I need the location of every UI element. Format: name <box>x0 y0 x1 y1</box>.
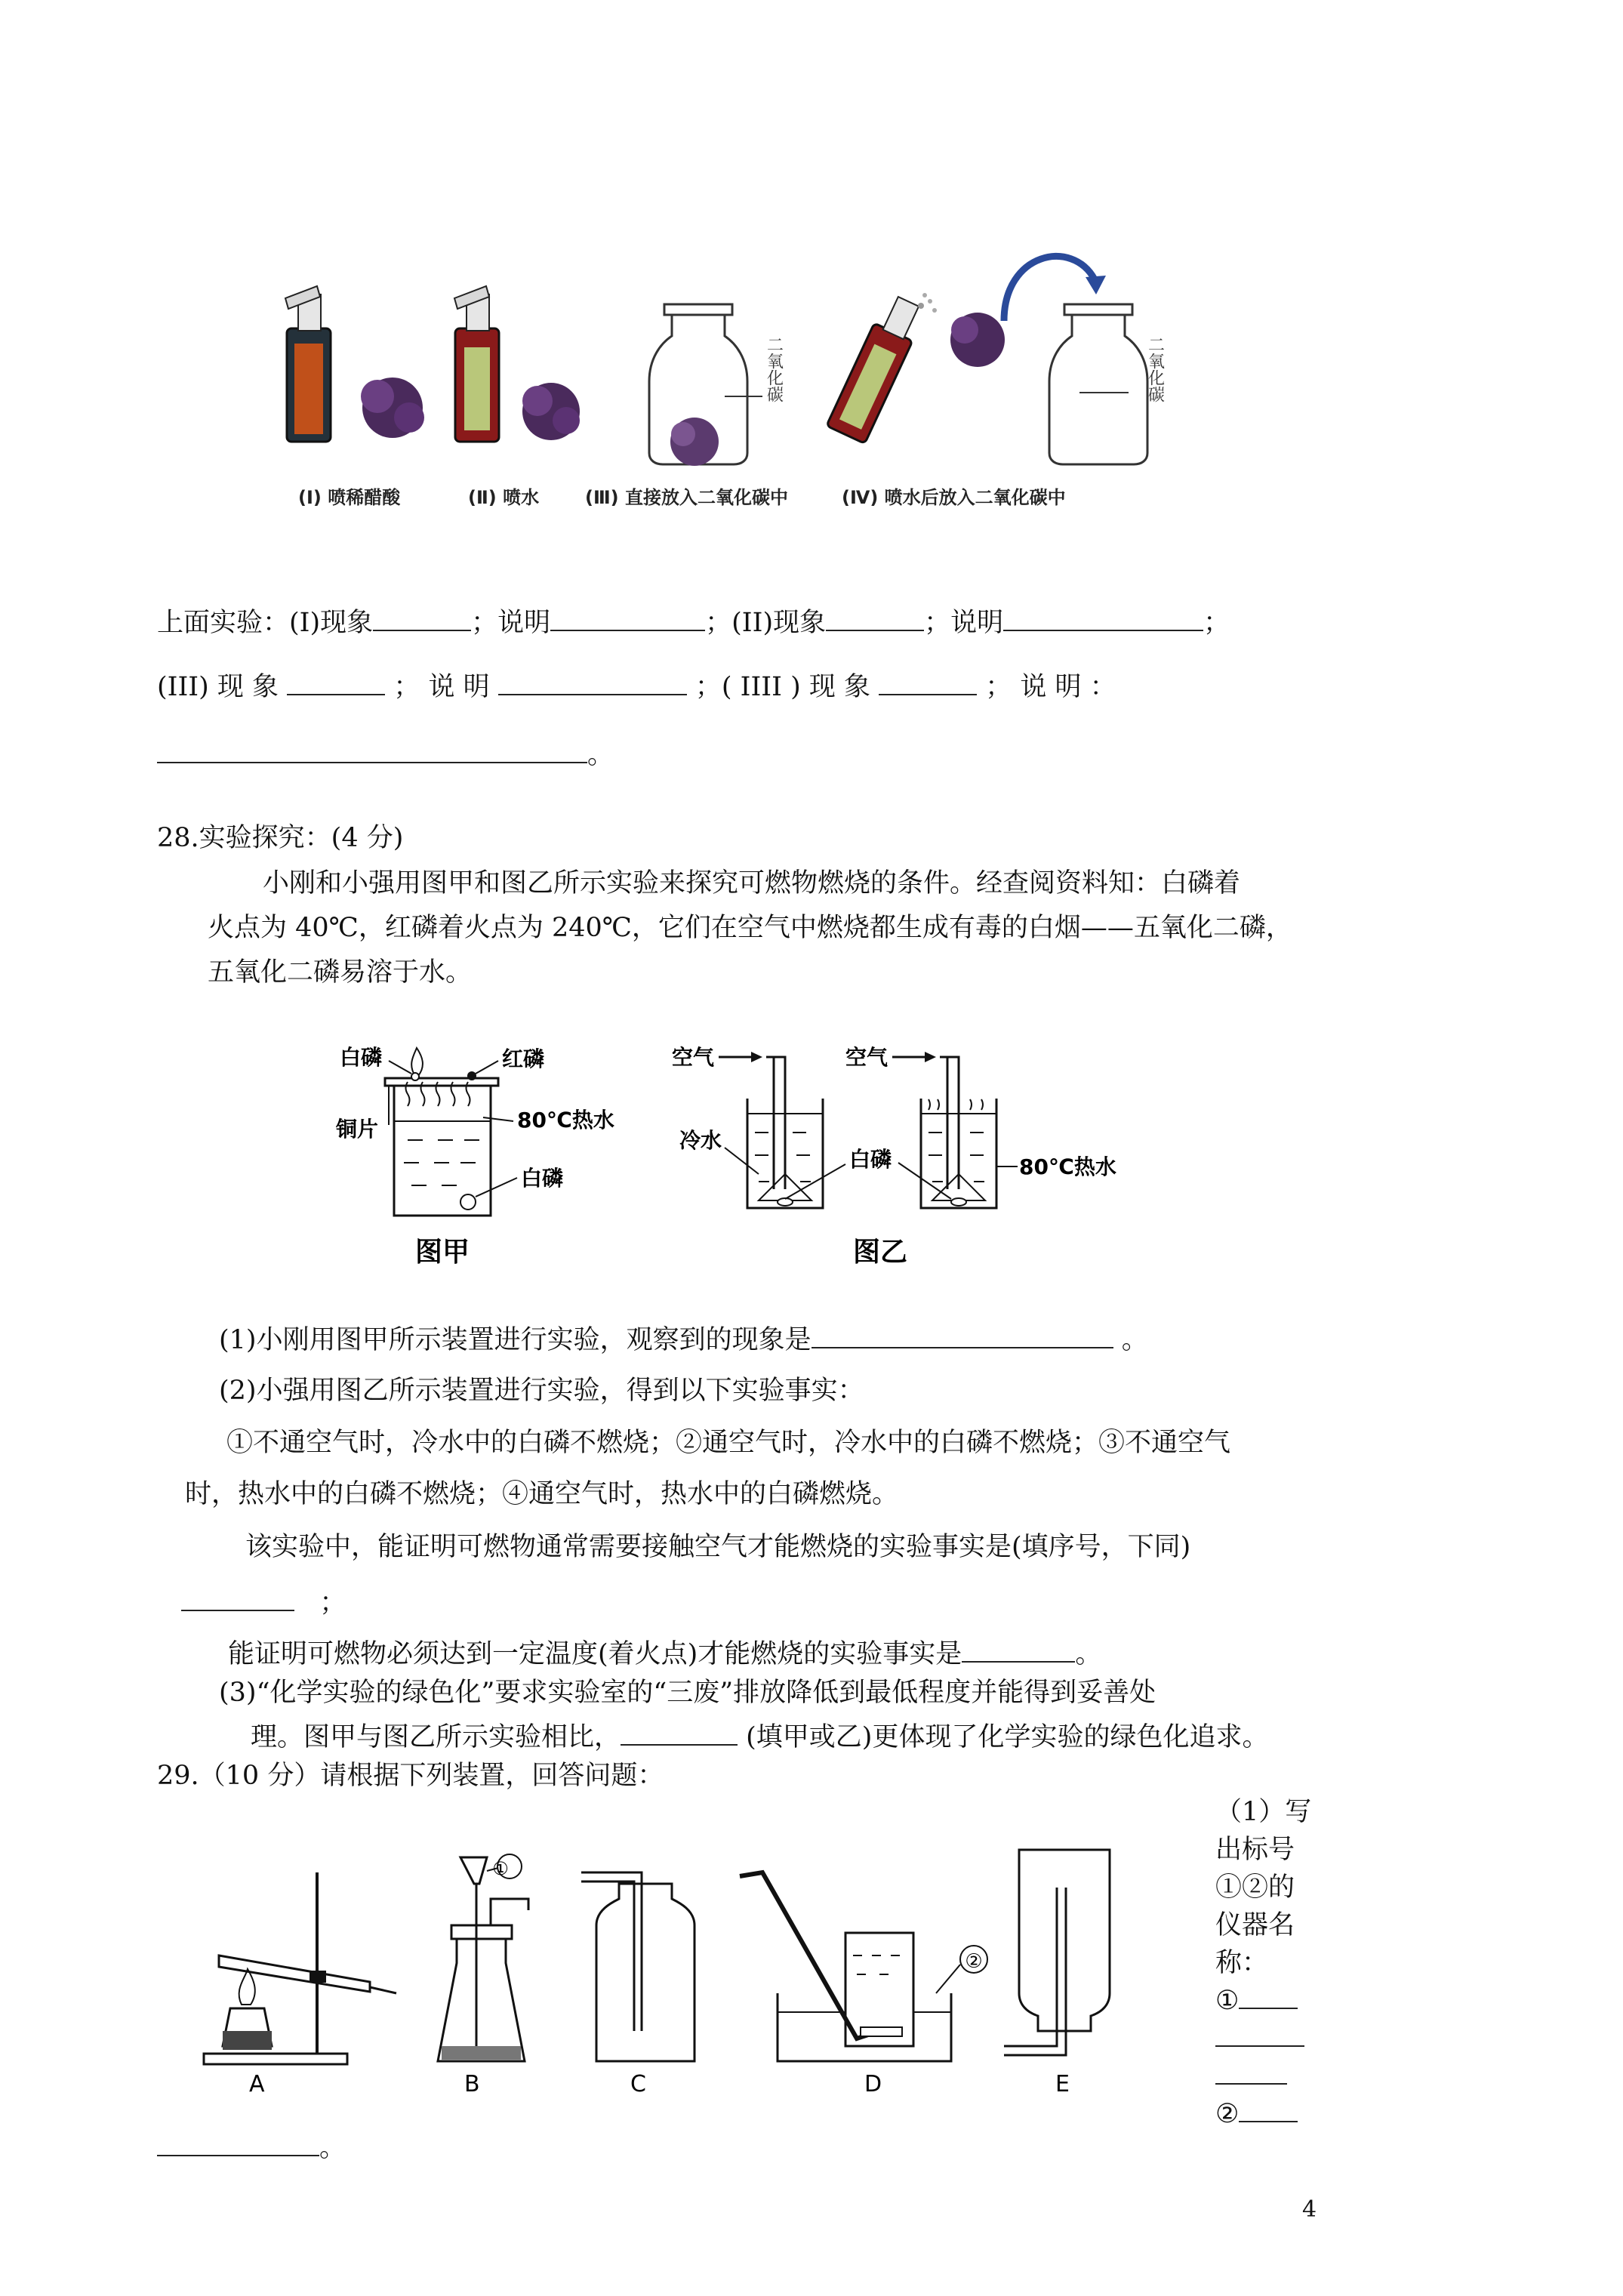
figure-jia <box>332 1034 634 1276</box>
label-white-phosphorus-bottom: 白磷 <box>521 1166 564 1191</box>
spray-mist <box>918 293 937 313</box>
q28-answer-air[interactable] <box>181 1584 294 1611</box>
q27-line1: 上面实验：(I)现象 ；说明 ；(II)现象 ；说明 ； <box>157 604 1230 639</box>
mark-1: ① <box>492 1858 509 1879</box>
q27-line2: (III) 现 象 ； 说 明 ；( IIII ) 现 象 ； 说 明 ： <box>157 668 1116 704</box>
q28-facts-2: 时，热水中的白磷不燃烧；④通空气时，热水中的白磷燃烧。 <box>185 1479 899 1509</box>
q28-part3-b: 理。图甲与图乙所示实验相比， (填甲或乙)更体现了化学实验的绿色化追求。 <box>251 1718 1268 1754</box>
q29-answer-2b[interactable] <box>157 2129 319 2156</box>
purple-flower-1 <box>361 378 424 438</box>
co2-jar-3 <box>649 304 762 466</box>
q28-intro-3: 五氧化二磷易溶于水。 <box>208 957 473 988</box>
label-a: A <box>249 2071 265 2097</box>
spray-bottle-iv <box>827 292 927 443</box>
q28-question-air: 该实验中，能证明可燃物通常需要接触空气才能燃烧的实验事实是(填序号，下同) <box>245 1532 1191 1562</box>
q28-facts-1: ①不通空气时，冷水中的白磷不燃烧；②通空气时，冷水中的白磷不燃烧；③不通空气 <box>226 1428 1231 1458</box>
label-air-2: 空气 <box>845 1045 888 1070</box>
caption-i: (Ⅰ) 喷稀醋酸 <box>298 487 401 508</box>
q29-answer-1c[interactable] <box>1215 2057 1287 2085</box>
q27-answer-iii-phenomenon[interactable] <box>287 668 385 695</box>
q29-side-question: （1）写 出标号 ①②的 仪器名 称： ① ② <box>1215 1797 1312 2129</box>
q27-answer-iiii-explain[interactable] <box>157 736 587 763</box>
co2-label-4: 二氧化碳 <box>1145 336 1165 402</box>
q27-answer-ii-explain[interactable] <box>1003 604 1203 631</box>
q28-part1: (1)小刚用图甲所示装置进行实验，观察到的现象是 。 <box>219 1321 1148 1357</box>
label-copper-sheet: 铜片 <box>336 1117 379 1142</box>
caption-yi: 图乙 <box>853 1237 908 1268</box>
q28-intro-2: 火点为 40℃，红磷着火点为 240℃，它们在空气中燃烧都生成有毒的白烟——五氧化二磷， <box>208 913 1292 943</box>
q29-answer-1a[interactable] <box>1239 1982 1298 2009</box>
co2-label-3: 二氧化碳 <box>764 336 784 402</box>
purple-flower-2 <box>522 383 580 440</box>
q29-final-line: 。 <box>157 2129 346 2165</box>
q27-answer-i-explain[interactable] <box>550 604 705 631</box>
apparatus-b-flask <box>438 1854 528 2061</box>
label-e: E <box>1055 2071 1070 2097</box>
q29-answer-1b[interactable] <box>1215 2020 1304 2047</box>
q28-title: 28.实验探究：(4 分) <box>157 823 404 853</box>
co2-jar-4 <box>1049 304 1147 464</box>
figure-yi <box>664 1034 1147 1276</box>
flame-icon <box>411 1048 423 1076</box>
q27-answer-iii-explain[interactable] <box>498 668 687 695</box>
q27-answer-ii-phenomenon[interactable] <box>826 604 924 631</box>
q28-part2: (2)小强用图乙所示装置进行实验，得到以下实验事实： <box>219 1376 864 1406</box>
apparatus-d-water-trough <box>740 1872 987 2061</box>
q28-answer-1[interactable] <box>812 1321 1113 1348</box>
q27-line3: 。 <box>157 736 614 772</box>
apparatus-figure <box>189 1842 1140 2099</box>
caption-ii: (Ⅱ) 喷水 <box>468 487 540 508</box>
apparatus-e-inverted-bottle <box>1004 1850 1110 2055</box>
caption-iv: (Ⅳ) 喷水后放入二氧化碳中 <box>842 487 1066 508</box>
apparatus-a-heating <box>204 1872 396 2064</box>
q28-question-air-answer: ； <box>181 1584 346 1620</box>
q29-answer-2a[interactable] <box>1239 2095 1298 2122</box>
spray-bottle-water <box>454 286 499 442</box>
q29-title: 29.（10 分）请根据下列装置，回答问题： <box>157 1761 664 1791</box>
apparatus-c-bottle <box>581 1872 694 2061</box>
label-white-phosphorus-top: 白磷 <box>340 1045 383 1070</box>
label-c: C <box>630 2071 646 2097</box>
label-cold-water: 冷水 <box>679 1128 722 1153</box>
mark-2: ② <box>965 1950 983 1973</box>
page-number: 4 <box>1302 2196 1317 2223</box>
q28-intro-1: 小刚和小强用图甲和图乙所示实验来探究可燃物燃烧的条件。经查阅资料知：白磷着 <box>263 868 1241 898</box>
flower-experiment-figure <box>242 223 1170 521</box>
q27-answer-i-phenomenon[interactable] <box>373 604 471 631</box>
caption-jia: 图甲 <box>415 1237 470 1268</box>
purple-flower-4 <box>950 313 1005 367</box>
caption-iii: (Ⅲ) 直接放入二氧化碳中 <box>585 487 788 508</box>
label-hot-water-yi: 80℃热水 <box>1019 1154 1116 1179</box>
q28-question-temp: 能证明可燃物必须达到一定温度(着火点)才能燃烧的实验事实是 。 <box>228 1635 1101 1671</box>
q28-answer-3[interactable] <box>621 1718 738 1746</box>
spray-bottle-vinegar <box>285 286 331 442</box>
label-d: D <box>864 2071 882 2097</box>
q27-answer-iiii-phenomenon[interactable] <box>879 668 977 695</box>
label-red-phosphorus: 红磷 <box>502 1046 545 1071</box>
q28-answer-temp[interactable] <box>962 1635 1075 1663</box>
label-air-1: 空气 <box>672 1045 715 1070</box>
label-b: B <box>464 2071 480 2097</box>
label-hot-water-jia: 80℃热水 <box>517 1108 614 1133</box>
label-white-phosphorus-yi: 白磷 <box>849 1147 892 1172</box>
q28-part3-a: (3)“化学实验的绿色化”要求实验室的“三废”排放降低到最低程度并能得到妥善处 <box>219 1678 1156 1708</box>
